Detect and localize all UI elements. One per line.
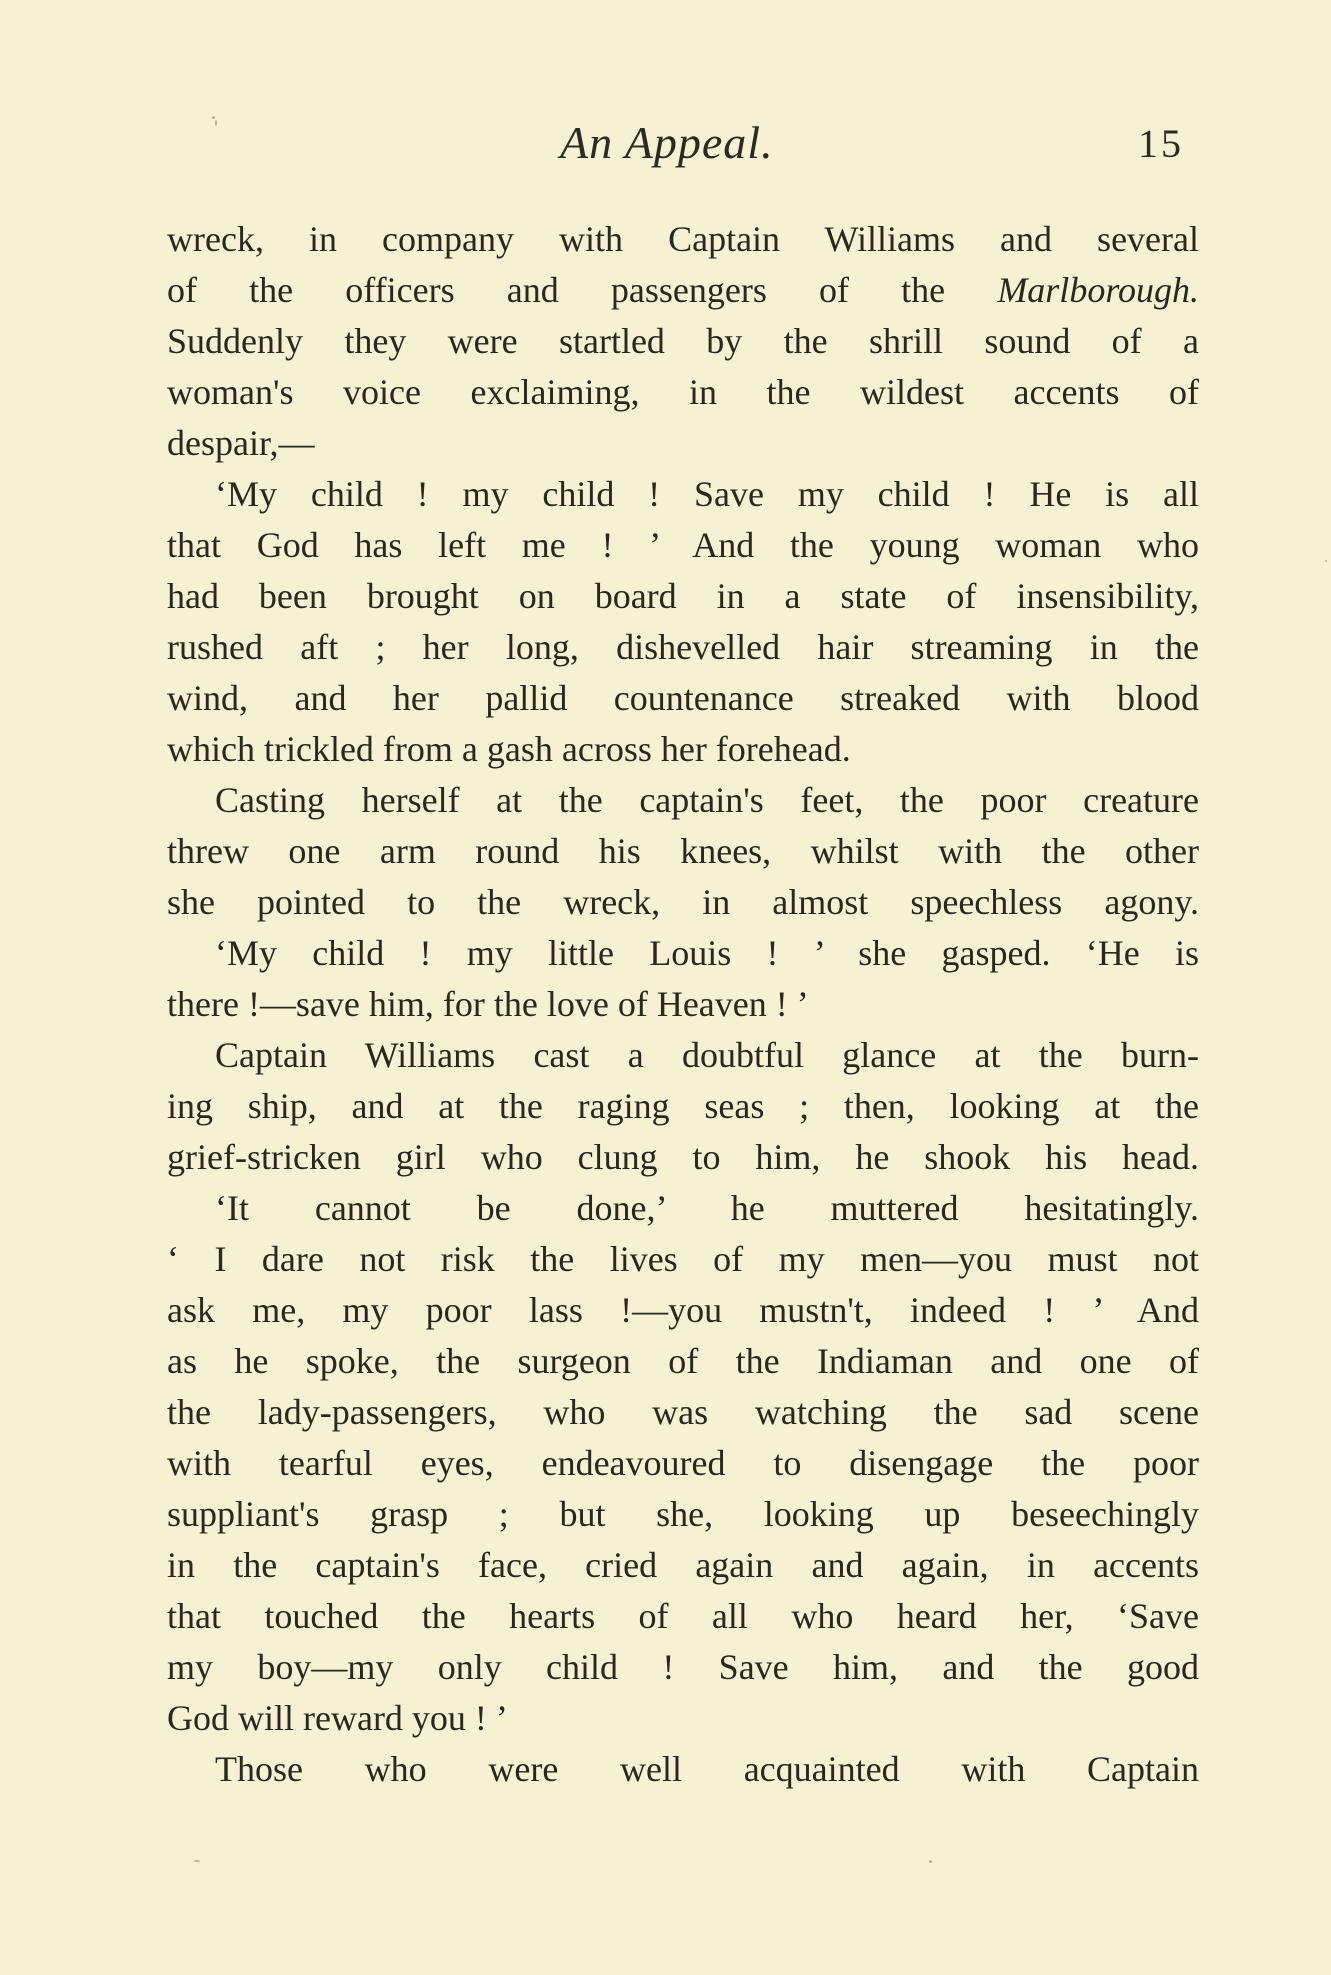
text-line [167, 1132, 1199, 1183]
text-line-content: despair,— [167, 423, 315, 463]
text-line-content: threw one arm round his knees, whilst with the other [167, 831, 1199, 871]
text-line-content: of the officers and passengers of the [167, 270, 998, 310]
text-line [167, 265, 1199, 316]
text-line [167, 928, 1199, 979]
text-line [167, 214, 1199, 265]
text-line [167, 1183, 1199, 1234]
text-line-content: ‘My child ! my child ! Save my child ! He is all [215, 474, 1199, 514]
text-line [167, 1489, 1199, 1540]
text-line-content: Suddenly they were startled by the shrill sound of a [167, 321, 1199, 361]
text-line [167, 877, 1199, 928]
text-line-content: as he spoke, the surgeon of the Indiaman and one of [167, 1341, 1199, 1381]
text-line-content: wind, and her pallid countenance streaked with blood [167, 678, 1199, 718]
text-line [167, 316, 1199, 367]
text-line [167, 775, 1199, 826]
running-head [0, 116, 1331, 176]
page-number: 15 [1138, 121, 1184, 166]
text-line-content: grief-stricken girl who clung to him, he shook his head. [167, 1137, 1199, 1177]
text-line-content: which trickled from a gash across her forehead. [167, 729, 851, 769]
text-line [167, 673, 1199, 724]
italic-ship-name: Marlborough. [997, 270, 1199, 310]
text-line [167, 1234, 1199, 1285]
text-line-content: ‘ I dare not risk the lives of my men—you must not [167, 1239, 1199, 1279]
paper-speck [194, 1860, 200, 1862]
text-line-content: ing ship, and at the raging seas ; then, looking at the [167, 1086, 1199, 1126]
text-line [167, 1285, 1199, 1336]
text-line [167, 1336, 1199, 1387]
text-line [167, 367, 1199, 418]
text-line-content: had been brought on board in a state of insensibility, [167, 576, 1199, 616]
text-line [167, 826, 1199, 877]
text-line [167, 571, 1199, 622]
text-line [167, 1438, 1199, 1489]
text-line-content: my boy—my only child ! Save him, and the good [167, 1647, 1199, 1687]
text-line [167, 979, 1199, 1030]
paper-speck [929, 1860, 932, 1863]
text-line [167, 724, 1199, 775]
text-line [167, 1030, 1199, 1081]
text-line-content: she pointed to the wreck, in almost speechless agony. [167, 882, 1199, 922]
paper-speck [212, 116, 215, 119]
text-line-content: ‘It cannot be done,’ he muttered hesitatingly. [215, 1188, 1199, 1228]
text-line-content: Casting herself at the captain's feet, the poor creature [215, 780, 1199, 820]
text-line [167, 1081, 1199, 1132]
text-line-content: woman's voice exclaiming, in the wildest accents of [167, 372, 1199, 412]
text-line [167, 1744, 1199, 1795]
text-line [167, 1540, 1199, 1591]
body-text [167, 214, 1199, 1795]
text-line-content: suppliant's grasp ; but she, looking up beseechingly [167, 1494, 1199, 1534]
text-line-content: that God has left me ! ’ And the young woman who [167, 525, 1199, 565]
text-line-content: rushed aft ; her long, dishevelled hair streaming in the [167, 627, 1199, 667]
text-line [167, 1591, 1199, 1642]
running-title: An Appeal. [560, 117, 774, 168]
text-line-content: Those who were well acquainted with Captain [215, 1749, 1199, 1789]
text-line-content: in the captain's face, cried again and again, in accents [167, 1545, 1199, 1585]
text-line [167, 1642, 1199, 1693]
text-line-content: ask me, my poor lass !—you mustn't, indeed ! ’ And [167, 1290, 1199, 1330]
text-line-content: that touched the hearts of all who heard her, ‘Save [167, 1596, 1199, 1636]
text-line [167, 622, 1199, 673]
text-line-content: the lady-passengers, who was watching the sad scene [167, 1392, 1199, 1432]
paper-speck [1325, 560, 1327, 562]
paper-speck [215, 120, 217, 126]
text-line [167, 1693, 1199, 1744]
text-line-content: there !—save him, for the love of Heaven ! ’ [167, 984, 809, 1024]
text-line-content: ‘My child ! my little Louis ! ’ she gasped. ‘He is [215, 933, 1199, 973]
text-line-content: God will reward you ! ’ [167, 1698, 508, 1738]
text-line-content: Captain Williams cast a doubtful glance at the burn- [215, 1035, 1199, 1075]
text-line-content: wreck, in company with Captain Williams and several [167, 219, 1199, 259]
text-line-content: with tearful eyes, endeavoured to disengage the poor [167, 1443, 1199, 1483]
text-line [167, 520, 1199, 571]
text-line [167, 418, 1199, 469]
text-line [167, 1387, 1199, 1438]
text-line [167, 469, 1199, 520]
